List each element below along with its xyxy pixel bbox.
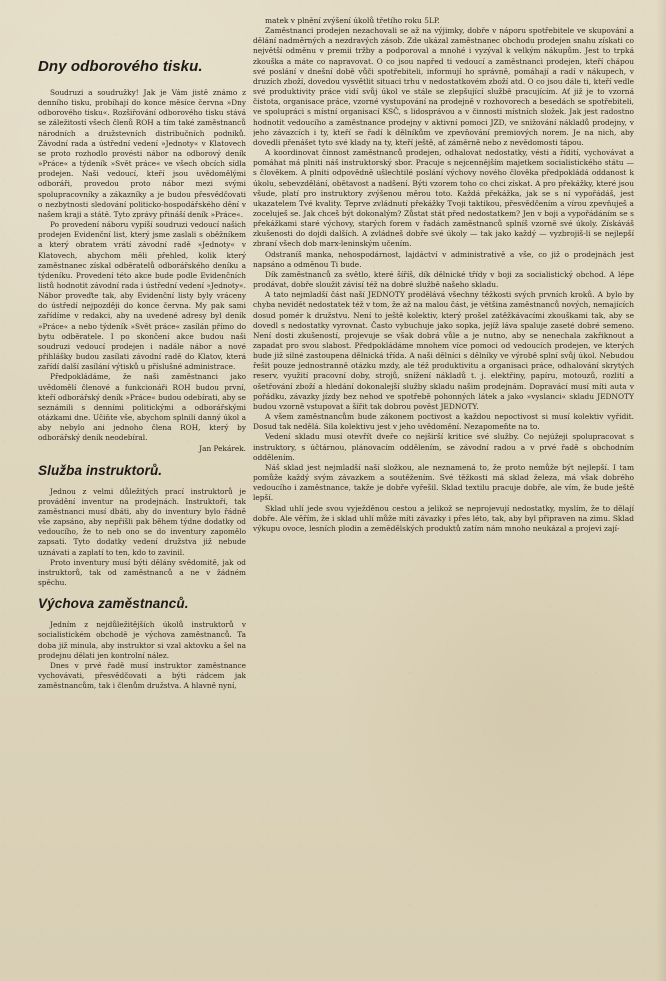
paragraph: Náš sklad jest nejmladší naší složkou, ale neznamená to, že proto nemůže být nejlepší. I tam pomůže každý svým závazkem a soutěžením. Své těžkosti má sklad železa, má však dobrého vedoucího i zaměstnance, takže je dobře vyřešil. Sklad textilu pracuje dobře, ale vím, že bude ještě lepší. bbox=[253, 462, 634, 503]
signature: Jan Pekárek. bbox=[199, 444, 246, 454]
left-text-block-1 bbox=[38, 88, 246, 455]
paragraph: Jedním z nejdůležitějších úkolů instruktorů v socialistickém obchodě je výchova zaměstnanců. Ta doba již minula, aby instruktor si vzal aktovku a šel na prodejnu dělati jen kontrolní nález. bbox=[38, 620, 246, 660]
heading-dny-odboroveho-tisku: Dny odborového tisku. bbox=[38, 58, 203, 75]
paragraph: Jednou z velmi důležitých prací instruktorů je provádění inventur na prodejnách. Instruktoři, tak zaměstnanci musí dbáti, aby do inventury bylo řádně vše zapsáno, aby nepřišli pak během týdne dodatky od vedoucího, že to neb ono se do inventury zapomělo zapsati. Tyto dodatky vedení družstva již nebude uznávati a zaplatí to ten, kdo to zavinil. bbox=[38, 486, 246, 557]
paragraph: Předpokládáme, že naši zaměstnanci jako uvědomělí členové a funkcionáři ROH budou první, kteří odborářský deník »Práce« budou odebírati, aby se seznámili s denními politickými a odborářskými otázkami dne. Učiňte vše, abychom splnili danný úkol a aby nebylo ani jednoho člena ROH, který by odborářský deník neodebíral. bbox=[38, 372, 246, 443]
paragraph: matek v plnění zvýšení úkolů třetího roku 5LP. bbox=[265, 16, 440, 25]
heading-vychova-zamestnancu: Výchova zaměstnanců. bbox=[38, 596, 189, 612]
paragraph: Dnes v prvé řadě musí instruktor zaměstnance vychovávati, přesvědčovati a býti rádcem jak zaměstnancům, tak i členům družstva. A hlavně nyní, bbox=[38, 660, 246, 691]
paragraph: A tato nejmladší část naší JEDNOTY prodělává všechny těžkosti svých prvních kroků. A bylo by chyba nevidět nedostatek též v tom, že až na malou část, je většina zaměstnanců nových, nemajících dosud pomér k družstvu. Není to ještě kolektiv, který prošel zatěžkávacími zkouškami tak, aby se dovedl s nedostatky vyrovnat. Často vybuchuje jako sopka, jejíž láva spaluje zaseté dobré semeno. Není dosti zkušeností, projevuje se však dobrá vůle a je nutno, aby se nenechala zakřiknout a zapadat pro svou slabost. Předpokládáme mnohem více pomoci od vedoucích prodejen, ve kterých bude již silné zastoupena dělnická třída. A naši dělníci s dělníky ve výrobě splní svůj úkol. Nebudou řešit pouze jednostranně otázku mzdy, ale též produktivitu a organisaci práce, odhalování skrytých reserv, využití pracovní doby, strojů, snížení nákladů t. j. elektřiny, papíru, motouzů, rozlití a ošetřování zboží a hledání dokonalejší služby skladu našim prodejnám. Dopravácí musí míti auta v pořádku, závazky jízdy bez nehod ve spotřebě pohonných látek a jako »vyslanci« skladu JEDNOTY budou vzorně vstupovat a šířit tak dobrou pověst JEDNOTY. bbox=[253, 290, 634, 411]
section-dny-odboroveho-tisku bbox=[38, 59, 246, 455]
paragraph: Proto inventury musí býti dělány svědomitě, jak od instruktorů, tak od zaměstnanců a ne v žádném spěchu. bbox=[38, 557, 246, 588]
paragraph: A všem zaměstnancům bude zákonem poctivost a každou nepoctivost si musí kolektiv vyřídit. Dosud tak nedělá. Sila kolektivu jest v jeho uvědomění. Nezapomeňte na to. bbox=[253, 412, 634, 432]
right-text-block bbox=[253, 16, 634, 534]
left-text-block-2 bbox=[38, 487, 246, 589]
right-column bbox=[253, 16, 634, 966]
section-sluzba-instruktoru bbox=[38, 463, 246, 589]
paragraph: Vedení skladu musí otevřít dveře co nejširší kritice své služby. Co nejúžeji spolupracovat s instruktory, s účtárnou, plánovacím oddělením, se závodní radou a v prvé řadě s obchodním oddělením. bbox=[253, 432, 634, 462]
paragraph: Zaměstnanci prodejen nezachovali se až na výjimky, dobře v náporu spotřebitele ve skupování a dělání nadměrných a nezdravých zásob. Zde ukázal zaměstnanec obchodu prodejen snahu získati co největší odměnu v premii tržby a podporoval a mnohé i vyzýval k velkým nákupům. Jest to trpká zkouška a máte co napravovat. O co jsou napřed ti vedoucí a zaměstnanci prodejen, kteří chápou své poslání v dnešní době vůči spotřebiteli, informují ho správně, pomáhají a radí v nákupech, v druzích zboží, dovedou vysvětlit situaci trhu v nedostatkovém zboží atd. O co jsou dále ti, kteří vedle své produktivity práce vidí svůj úkol ve stále se zlepšující službě pracujícím. Ať již je to vzorná čistota, organisace práce, vzorné vystupování na prodejně v rozhovorech a besedách se spotřebiteli, ve spolupráci s místní organisací KSČ, s lidosprávou a v činnosti místních složek. Jak jest radostno hodnotit vedoucího a zaměstnance prodejny v aktivní pomoci JZD, ve snižování nákladů prodejny, v jeho závazcích i ty, kteří se řadí k dělníkům ve zpevňování premiových norem. Je na nich, aby dovedli přenášet tyto své klady na ty, kteří ještě, ať záměrně nebo z nevědomosti tápou. bbox=[253, 26, 634, 147]
page-edge-shadow bbox=[656, 0, 666, 981]
paragraph: Sklad uhlí jede svou vyježděnou cestou a jelikož se neprojevují nedostatky, myslím, že to dělají dobře. Ale věřím, že i sklad uhlí může míti závazky i přes léto, tak, aby byl připraven na zimu. Sklad výkupu ovoce, lesních plodin a zemědělských produktů zatím nám mnoho neukázal a projevi zají- bbox=[253, 503, 634, 533]
left-column bbox=[38, 16, 246, 966]
paragraph: Soudruzi a soudružky! Jak je Vám jistě známo z denního tisku, probíhají do konce měsíce června »Dny odborového tisku«. Rozšiřování odborového tisku stává se záležitostí všech členů ROH a tím také zaměstnanců národních a družstevních distribučních podniků. Závodní rada a ústřední vedení »Jednoty« v Klatovech se proto rozhodlo provésti nábor na odborový deník »Práce« a týdeník »Svět práce« ve všech obcích sídla prodejen. Naši vedoucí, kteří jsou uvědomělými odboráři, provedou proto nábor mezi svými spolupracovníky a zákazníky a je budou přesvědčovati o nezbytnosti sledování politicko-hospodářského dění v našem kraji a státě. Tyto zprávy přináší deník »Práce«. bbox=[38, 88, 246, 219]
paragraph: A koordinovat činnost zaměstnanců prodejen, odhalovat nedostatky, vésti a řídití, vychovávat a pomáhat má plniti náš instruktorský sbor. Pracuje s nejcennějším majetkem socialistického státu — s člověkem. A plniti odpovědně ušlechtilé poslání výchovy nového člověka předpokládá oddanost k úkolu, sebevzdělání, obětavost a nadšení. Býti vzorem toho co chci získat. A pro překážky, které jsou všude, platí pro instruktory zvýšenou měrou toto. Každá překážka, jak se s ní vypořádáš, jest ukazatelem Tvé kvality. Teprve zvládnutí překážky Tvoji taktikou, přesvědčením a vírou zpevňuješ a zoceluješ se. Jak chceš být dokonalým? Zůstat stát před nedostatkem? Jen v boji a vypořádáním se s překážkami staré výchovy, starých forem v řadách zaměstnanců splníš vzorně své úkoly. Získáváš zkušenosti do dojdi dalších. A zvládneš dobře své úkoly — tak jako každý — vyzbrojiš-li se nejlepší zbraní všech dob marx-leninským učením. bbox=[253, 148, 634, 249]
paragraph: Po provedení náboru vypíší soudruzi vedoucí našich prodejen Evidenční list, který jsme zaslali s oběžníkem a který obratem vrátí závodní radě »Jednoty« v Klatovech, abychom měli přehled, kolik který zaměstnanec získal odběratelů odborářského deníku a týdeníku. Provedení této akce bude podle Evidenčních listů hodnotit závodní rada i ústřední vedení »Jednoty«. Nábor proveďte tak, aby Evidenční listy byly vráceny do ústředí nejpozději do konce června. My pak sami zařídíme v redakci, aby na uvedené adresy byl deník »Práce« a nebo týdeník »Svět práce« zasílán přímo do bytu odběratele. I po skončení akce budou naši soudruzi vedoucí prodejen i nadále nábor a nové přihlášky budou zasílati závodní radě do Klatov, která zařídí další zasílání výtisků u příslušné administrace. bbox=[38, 220, 246, 372]
heading-sluzba-instruktoru: Služba instruktorů. bbox=[38, 462, 163, 478]
left-text-block-3 bbox=[38, 620, 246, 691]
paragraph: Dík zaměstnanců za světlo, které šíříš, dík dělnické třídy v boji za socialistický obchod. A lépe prodávat, dobře sloužit závisí též na dobré službě našeho skladu. bbox=[253, 269, 634, 290]
section-vychova-zamestnancu bbox=[38, 596, 246, 691]
paragraph: Odstraníš manka, nehospodárnost, lajdáctví v administrativě a vše, co již o prodejnách jest napsáno a odměnou Ti bude. bbox=[253, 249, 634, 269]
